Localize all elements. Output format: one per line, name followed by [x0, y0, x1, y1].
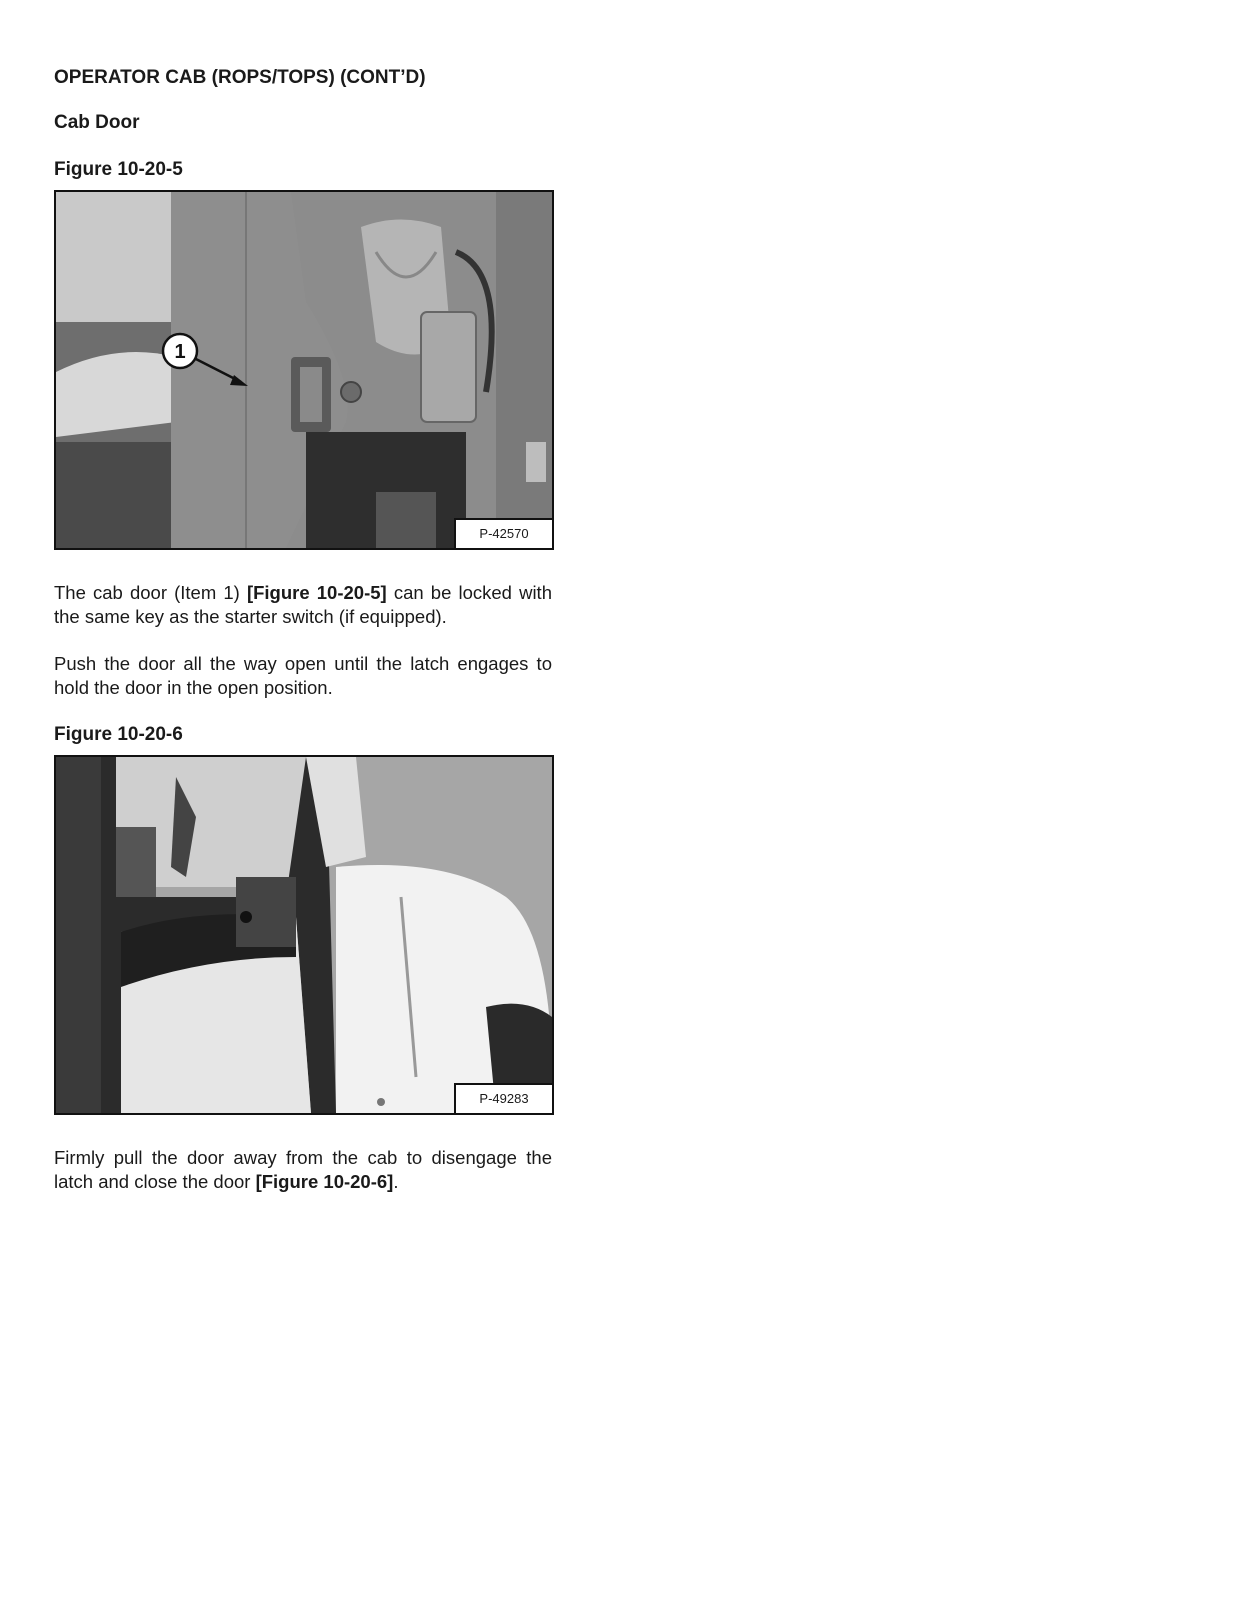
para1-prefix: The cab door (Item 1): [54, 582, 247, 603]
paragraph-2: Push the door all the way open until the latch engages to hold the door in the open position.: [54, 653, 552, 698]
figure2-photo: [54, 755, 554, 1115]
para3-suffix: .: [393, 1171, 399, 1192]
para3-prefix: Firmly pull the door away from the cab to disengage the latch and close the door: [54, 1147, 552, 1192]
figure1-photo-id: P-42570: [454, 518, 552, 548]
callout-number: 1: [174, 341, 186, 363]
section-title: OPERATOR CAB (ROPS/TOPS) (CONT’D): [54, 67, 426, 88]
para1-figure-ref: [Figure 10-20-5]: [246, 582, 387, 603]
figure2-photo-id: P-49283: [454, 1083, 552, 1113]
sub-title: Cab Door: [54, 112, 140, 133]
para1-suffix: can be locked with the same key as the starter switch (if equipped).: [54, 582, 552, 627]
cab-door-interior-illustration: [56, 192, 552, 548]
figure2-label: Figure 10-20-6: [54, 724, 183, 745]
figure1-photo: [54, 190, 554, 550]
cab-door-exterior-illustration: [56, 757, 552, 1113]
paragraph-3: [54, 1146, 552, 1194]
paragraph-1: [54, 581, 552, 629]
para3-figure-ref: [Figure 10-20-6]: [255, 1171, 394, 1192]
figure1-label: Figure 10-20-5: [54, 159, 183, 180]
